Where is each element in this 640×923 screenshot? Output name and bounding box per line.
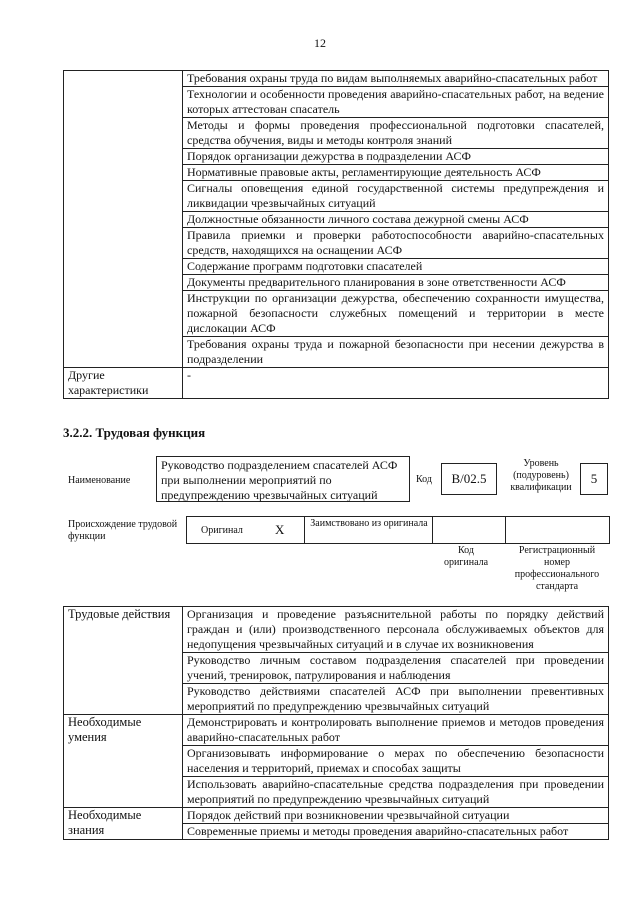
code-caption: Код оригинала bbox=[443, 545, 489, 568]
list-item: Организовывать информирование о мерах по обеспечению безопасности населения и территорий, приемах и способах защиты bbox=[183, 746, 609, 777]
knowledge-item: Технологии и особенности проведения аварийно-спасательных работ, на ведение которых аттестован спасатель bbox=[183, 87, 609, 118]
reg-caption: Регистрационный номер профессионального стандарта bbox=[514, 545, 600, 592]
level-box bbox=[580, 463, 608, 495]
knowledge-item: Порядок организации дежурства в подразделении АСФ bbox=[183, 149, 609, 165]
origin-label: Происхождение трудовой функции bbox=[68, 519, 178, 542]
knowledge-item: Правила приемки и проверки работоспособности аварийно-спасательных средств, находящихся на оснащении АСФ bbox=[183, 228, 609, 259]
knowledge-item: Инструкции по организации дежурства, обеспечению сохранности имущества, пожарной безопасности служебных помещений и территории в месте дислокации АСФ bbox=[183, 291, 609, 337]
knowledge-table bbox=[63, 70, 609, 399]
knowledge-item: Методы и формы проведения профессиональной подготовки спасателей, средства обучения, виды и методы контроля знаний bbox=[183, 118, 609, 149]
table-row bbox=[64, 368, 609, 399]
table-row bbox=[64, 715, 609, 746]
table-row bbox=[64, 808, 609, 824]
code-box bbox=[441, 463, 497, 495]
other-value: - bbox=[183, 368, 609, 399]
list-item: Порядок действий при возникновении чрезвычайной ситуации bbox=[183, 808, 609, 824]
knowledge-item: Содержание программ подготовки спасателей bbox=[183, 259, 609, 275]
list-item: Демонстрировать и контролировать выполнение приемов и методов проведения аварийно-спасательных работ bbox=[183, 715, 609, 746]
other-label: Другие характеристики bbox=[64, 368, 183, 399]
list-item: Руководство личным составом подразделения спасателей при проведении учений, тренировок, патрулирования и наблюдения bbox=[183, 653, 609, 684]
knowledge-item: Требования охраны труда и пожарной безопасности при несении дежурства в подразделении bbox=[183, 337, 609, 368]
original-mark: X bbox=[275, 522, 285, 537]
knowledge-item: Нормативные правовые акты, регламентирующие деятельность АСФ bbox=[183, 165, 609, 181]
code-label: Код bbox=[416, 474, 432, 485]
origin-divider-1 bbox=[304, 517, 305, 543]
level-label: Уровень (подуровень) квалификации bbox=[510, 458, 572, 493]
list-item: Руководство действиями спасателей АСФ при выполнении превентивных мероприятий по предупреждению чрезвычайных ситуаций bbox=[183, 684, 609, 715]
row-label: Необходимые умения bbox=[64, 715, 183, 808]
knowledge-item: Должностные обязанности личного состава дежурной смены АСФ bbox=[183, 212, 609, 228]
row-label: Трудовые действия bbox=[64, 607, 183, 715]
function-name-box bbox=[156, 456, 410, 502]
page-number: 12 bbox=[314, 36, 326, 50]
origin-divider-3 bbox=[505, 517, 506, 543]
row-label: Необходимые знания bbox=[64, 808, 183, 840]
table-row bbox=[64, 607, 609, 653]
level-value: 5 bbox=[590, 471, 598, 486]
list-item: Современные приемы и методы проведения аварийно-спасательных работ bbox=[183, 824, 609, 840]
list-item: Организация и проведение разъяснительной работы по порядку действий граждан и (или) производственного персонала обслуживаемых объектов для недопущения чрезвычайных ситуаций и в случае их возникновения bbox=[183, 607, 609, 653]
origin-row bbox=[186, 516, 610, 544]
function-code: B/02.5 bbox=[451, 471, 487, 486]
origin-divider-2 bbox=[432, 517, 433, 543]
original-label: Оригинал bbox=[201, 525, 243, 536]
name-label: Наименование bbox=[68, 475, 131, 486]
function-table bbox=[63, 606, 609, 840]
knowledge-item: Сигналы оповещения единой государственной системы предупреждения и ликвидации чрезвычайных ситуаций bbox=[183, 181, 609, 212]
knowledge-item: Документы предварительного планирования в зоне ответственности АСФ bbox=[183, 275, 609, 291]
blank-label-cell bbox=[64, 71, 183, 368]
list-item: Использовать аварийно-спасательные средства подразделения при проведении мероприятий по предупреждению чрезвычайных ситуаций bbox=[183, 777, 609, 808]
section-heading: 3.2.2. Трудовая функция bbox=[63, 425, 206, 440]
knowledge-item: Требования охраны труда по видам выполняемых аварийно-спасательных работ bbox=[183, 71, 609, 87]
function-name: Руководство подразделением спасателей АСФ при выполнении мероприятий по предупреждению чрезвычайных ситуаций bbox=[161, 458, 398, 502]
table-row bbox=[64, 71, 609, 87]
borrowed-label: Заимствовано из оригинала bbox=[310, 518, 428, 529]
